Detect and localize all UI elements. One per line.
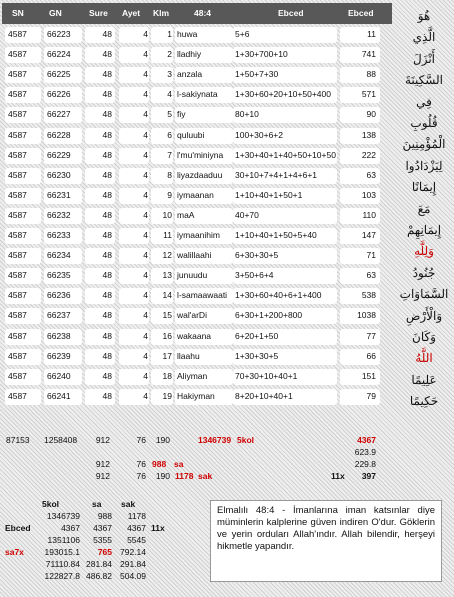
table-row xyxy=(2,26,392,44)
table-cell: 4 xyxy=(143,250,148,261)
table-cell: 14 xyxy=(162,290,172,301)
table-cell: 9 xyxy=(167,189,172,200)
table-cell: 48 xyxy=(102,370,112,381)
table-cell: 30+10+7+4+1+4+6+1 xyxy=(235,169,318,180)
verse-translation-note: Elmalılı 48:4 - İmanlarına iman katsınlar diye müminlerin kalplerine güven indiren O'dur. Göklerin ve yerin orduları Allah'ındır. Allah bilendir, herşeyi hikmetle yapandır. xyxy=(210,500,442,582)
table-cell: 4587 xyxy=(8,390,27,401)
table-cell: 48 xyxy=(102,69,112,80)
table-cell: 4 xyxy=(143,69,148,80)
sa-value: 988 xyxy=(152,459,167,469)
table-cell: 11 xyxy=(367,29,376,39)
table-row xyxy=(2,307,392,325)
table-cell: 6+20+1+50 xyxy=(235,330,279,341)
arabic-word: إِيمَانًا xyxy=(411,180,437,195)
table-cell: 66224 xyxy=(47,49,71,60)
table-cell: 40+70 xyxy=(235,209,259,220)
table-cell: 66237 xyxy=(47,310,71,321)
table-cell: 48 xyxy=(102,49,112,60)
table-cell: 4 xyxy=(143,29,148,39)
table-cell: lladhiy xyxy=(177,49,202,60)
table-cell: 11 xyxy=(163,230,172,240)
table-cell: l-sakiynata xyxy=(177,89,218,100)
bottom-cell: 1346739 xyxy=(46,511,80,521)
sn-sum: 87153 xyxy=(6,435,30,445)
table-cell: 4587 xyxy=(8,189,27,200)
bottom-cell: 5545 xyxy=(127,535,146,545)
bottom-cell: Ebced xyxy=(5,523,31,533)
table-cell: 66225 xyxy=(47,69,71,80)
table-cell: 4587 xyxy=(8,169,27,180)
table-row xyxy=(2,46,392,64)
table-cell: 63 xyxy=(366,169,376,180)
table-cell: 66240 xyxy=(47,370,71,381)
bottom-cell: 988 xyxy=(97,511,112,521)
table-row xyxy=(2,66,392,84)
table-cell: 66238 xyxy=(47,330,71,341)
table-cell: 66232 xyxy=(47,209,71,220)
arabic-word: وَكَانَ xyxy=(412,330,436,344)
table-cell: 4 xyxy=(143,310,148,321)
table-cell: 4 xyxy=(143,270,148,281)
arabic-word: الْمُؤْمِنِينَ xyxy=(402,137,446,152)
table-cell: 147 xyxy=(361,230,376,240)
table-cell: 4 xyxy=(167,89,172,100)
table-cell: 4587 xyxy=(8,270,27,281)
bottom-cell: 71110.84 xyxy=(45,559,80,569)
table-row xyxy=(2,368,392,386)
table-cell: 66234 xyxy=(47,250,71,261)
table-cell: 66236 xyxy=(47,290,71,301)
bottom-header-sa: sa xyxy=(92,499,102,509)
table-cell: 4587 xyxy=(8,129,27,140)
table-cell: 66223 xyxy=(47,29,71,39)
sure-sum: 912 xyxy=(95,435,110,445)
table-cell: 4587 xyxy=(8,149,27,160)
table-cell: 1+30+40+1+40+50+10+50 xyxy=(235,149,336,160)
table-cell: 4 xyxy=(143,189,148,200)
bottom-header-sak: sak xyxy=(121,499,136,509)
table-cell: walillaahi xyxy=(177,250,212,261)
sak-ayet: 76 xyxy=(136,471,146,481)
table-cell: 1 xyxy=(167,29,172,39)
table-cell: 66241 xyxy=(47,390,71,401)
table-cell: 48 xyxy=(102,89,112,100)
table-cell: 4587 xyxy=(8,310,27,321)
table-cell: 4587 xyxy=(8,350,27,361)
table-cell: 4587 xyxy=(8,250,27,261)
table-cell: 66 xyxy=(366,350,376,361)
ebced-div1: 623.9 xyxy=(354,447,376,457)
arabic-word: مَعَ xyxy=(417,201,431,216)
table-cell: 10 xyxy=(162,209,172,220)
table-row xyxy=(2,187,392,205)
table-cell: 1+30+30+5 xyxy=(235,350,279,361)
arabic-word: أَنْزَلَ xyxy=(412,51,435,66)
table-cell: 66228 xyxy=(47,129,71,140)
klm-sum: 190 xyxy=(155,435,170,445)
arabic-word: وَالْأَرْضِ xyxy=(405,308,443,323)
table-cell: 151 xyxy=(361,370,376,381)
table-cell: 571 xyxy=(361,89,376,100)
table-row xyxy=(2,86,392,104)
table-cell: 1+30+60+20+10+50+400 xyxy=(235,89,331,100)
table-cell: 66230 xyxy=(47,169,71,180)
table-cell: 4 xyxy=(143,290,148,301)
table-cell: 4 xyxy=(143,129,148,140)
table-cell: liyazdaaduu xyxy=(177,169,223,180)
table-cell: 4 xyxy=(143,49,148,60)
gn-sum: 1258408 xyxy=(44,435,78,445)
bottom-cell: 486.82 xyxy=(86,571,112,581)
table-cell: 4587 xyxy=(8,49,27,60)
table-cell: 1+50+7+30 xyxy=(235,69,279,80)
table-cell: 71 xyxy=(366,250,376,261)
table-row xyxy=(2,167,392,185)
table-cell: 4 xyxy=(143,350,148,361)
table-cell: iymaanan xyxy=(177,189,214,200)
arabic-word: السَّكِينَةَ xyxy=(405,73,443,88)
table-cell: Aliyman xyxy=(177,370,208,381)
table-cell: 3 xyxy=(167,69,172,80)
bottom-header-kol: 5kol xyxy=(42,499,60,509)
table-cell: 4587 xyxy=(8,230,27,240)
table-cell: 48 xyxy=(102,390,112,401)
table-cell: 48 xyxy=(102,169,112,180)
table-cell: anzala xyxy=(177,69,203,80)
table-cell: 4 xyxy=(143,209,148,220)
header-ayet: Ayet xyxy=(122,8,141,18)
arabic-word: الَّذِي xyxy=(412,30,436,45)
arabic-word: عَلِيمًا xyxy=(411,372,437,387)
table-cell: maA xyxy=(177,209,195,220)
table-row xyxy=(2,147,392,165)
sak-value: 1178 xyxy=(175,471,194,481)
table-cell: wal'arDi xyxy=(177,310,207,321)
table-cell: Hakiyman xyxy=(177,390,215,401)
table-row xyxy=(2,348,392,366)
table-cell: 4 xyxy=(143,230,148,240)
table-cell: 4587 xyxy=(8,69,27,80)
bottom-cell: 193015.1 xyxy=(44,547,80,557)
table-row xyxy=(2,227,392,245)
table-cell: 63 xyxy=(366,270,376,281)
table-cell: 1+10+40+1+50+1 xyxy=(235,189,303,200)
bottom-cell: 122827.8 xyxy=(44,571,80,581)
arabic-word: جُنُودُ xyxy=(412,265,436,280)
table-cell: 48 xyxy=(102,330,112,341)
table-cell: 48 xyxy=(102,209,112,220)
table-cell: huwa xyxy=(177,29,198,39)
table-cell: 48 xyxy=(102,250,112,261)
sa-label: sa xyxy=(174,459,184,469)
table-cell: iymaanihim xyxy=(177,230,220,240)
table-cell: fiy xyxy=(177,109,186,120)
table-cell: 138 xyxy=(361,129,376,140)
bottom-cell: 504.09 xyxy=(120,571,146,581)
table-cell: 4587 xyxy=(8,89,27,100)
ebced-sum: 4367 xyxy=(357,435,376,445)
ebced-div2: 229.8 xyxy=(354,459,376,469)
table-cell: 8 xyxy=(167,169,172,180)
table-cell: 4 xyxy=(143,169,148,180)
bottom-cell: 765 xyxy=(97,547,112,557)
table-cell: 19 xyxy=(162,390,172,401)
table-cell: 4 xyxy=(143,390,148,401)
table-cell: l-samaawaati xyxy=(177,290,228,301)
table-cell: quluubi xyxy=(177,129,205,140)
table-row xyxy=(2,106,392,124)
table-cell: 110 xyxy=(362,209,376,220)
table-cell: 6+30+30+5 xyxy=(235,250,279,261)
bottom-cell: 4367 xyxy=(93,523,112,533)
table-header xyxy=(2,3,392,24)
table-cell: 90 xyxy=(366,109,376,120)
sak-klm: 190 xyxy=(155,471,170,481)
arabic-word: حَكِيمًا xyxy=(409,394,439,409)
arabic-word: هُوَ xyxy=(417,9,431,23)
table-cell: 88 xyxy=(366,69,376,80)
table-cell: 4587 xyxy=(8,29,27,39)
table-cell: 1+30+700+10 xyxy=(235,49,288,60)
ayet-sum: 76 xyxy=(136,435,146,445)
bottom-cell: 291.84 xyxy=(120,559,146,569)
table-cell: 6 xyxy=(167,129,172,140)
table-cell: 48 xyxy=(102,129,112,140)
table-cell: 48 xyxy=(102,109,112,120)
x-value: 397 xyxy=(361,471,376,481)
table-cell: l'mu'miniyna xyxy=(177,149,224,160)
table-cell: 17 xyxy=(162,350,172,361)
arabic-word: اللَّهُ xyxy=(415,351,433,366)
arabic-verse-column xyxy=(396,3,452,423)
table-row xyxy=(2,267,392,285)
table-cell: 741 xyxy=(361,49,376,60)
table-cell: 4 xyxy=(143,330,148,341)
header-verse: 48:4 xyxy=(194,8,212,18)
bottom-cell: 11x xyxy=(151,523,165,533)
table-cell: 103 xyxy=(361,189,376,200)
table-cell: 5 xyxy=(167,109,172,120)
table-cell: 1+30+60+40+6+1+400 xyxy=(235,290,322,301)
table-cell: 66233 xyxy=(47,230,71,240)
arabic-word: لِيَزْدَادُوا xyxy=(405,158,443,173)
arabic-word: إِيمَانِهِمْ xyxy=(406,223,442,237)
table-cell: 222 xyxy=(361,149,376,160)
table-row xyxy=(2,247,392,265)
table-cell: 12 xyxy=(162,250,172,261)
table-cell: 4 xyxy=(143,89,148,100)
table-cell: 100+30+6+2 xyxy=(235,129,283,140)
table-cell: 6+30+1+200+800 xyxy=(235,310,303,321)
table-cell: 538 xyxy=(361,290,376,301)
table-row xyxy=(2,127,392,145)
table-cell: junuudu xyxy=(177,270,208,281)
table-cell: 4 xyxy=(143,370,148,381)
table-cell: 48 xyxy=(102,290,112,301)
table-cell: 4587 xyxy=(8,209,27,220)
table-cell: 1038 xyxy=(357,310,376,321)
table-cell: 15 xyxy=(162,310,172,321)
header-ebced-value: Ebced xyxy=(348,8,374,18)
table-cell: 4587 xyxy=(8,330,27,341)
bottom-cell: 5355 xyxy=(93,535,112,545)
table-cell: 66227 xyxy=(47,109,71,120)
table-cell: 4 xyxy=(143,149,148,160)
table-cell: 1+10+40+1+50+5+40 xyxy=(235,230,317,240)
table-cell: 48 xyxy=(102,29,112,39)
table-cell: 48 xyxy=(102,189,112,200)
bottom-cell: 4367 xyxy=(61,523,80,533)
table-cell: 66226 xyxy=(47,89,71,100)
header-sn: SN xyxy=(12,8,24,18)
table-row xyxy=(2,328,392,346)
sak-sure: 912 xyxy=(95,471,110,481)
header-klm: Klm xyxy=(153,8,170,18)
x-label: 11x xyxy=(331,471,345,481)
arabic-word: قُلُوبِ xyxy=(410,116,438,130)
table-row xyxy=(2,207,392,225)
sak-label: sak xyxy=(198,471,213,481)
bottom-cell: sa7x xyxy=(5,547,24,557)
table-row xyxy=(2,388,392,406)
table-cell: 48 xyxy=(102,149,112,160)
header-sure: Sure xyxy=(89,8,108,18)
table-cell: 18 xyxy=(162,370,172,381)
table-cell: 16 xyxy=(162,330,172,341)
table-cell: 4587 xyxy=(8,109,27,120)
table-cell: 7 xyxy=(167,149,172,160)
table-cell: 4 xyxy=(143,109,148,120)
kol-value: 1346739 xyxy=(198,435,232,445)
table-cell: 48 xyxy=(102,230,112,240)
table-cell: 2 xyxy=(167,49,172,60)
header-ebced-calc: Ebced xyxy=(278,8,304,18)
arabic-word: وَلِلَّهِ xyxy=(414,244,434,259)
table-cell: 66239 xyxy=(47,350,71,361)
kol-label: 5kol xyxy=(237,435,255,445)
sa-ayet: 76 xyxy=(136,459,146,469)
table-cell: 48 xyxy=(102,350,112,361)
table-cell: 66235 xyxy=(47,270,71,281)
bottom-cell: 1178 xyxy=(127,511,146,521)
table-cell: 4587 xyxy=(8,290,27,301)
table-cell: 77 xyxy=(366,330,376,341)
table-cell: 3+50+6+4 xyxy=(235,270,274,281)
table-row xyxy=(2,287,392,305)
arabic-word: السَّمَاوَاتِ xyxy=(399,287,449,302)
table-cell: 66229 xyxy=(47,149,71,160)
table-cell: 4587 xyxy=(8,370,27,381)
table-cell: 70+30+10+40+1 xyxy=(235,370,298,381)
bottom-cell: 281.84 xyxy=(86,559,112,569)
table-cell: 66231 xyxy=(47,189,71,200)
arabic-word: فِي xyxy=(416,94,432,109)
table-cell: 13 xyxy=(162,270,172,281)
sa-sure: 912 xyxy=(95,459,110,469)
table-cell: 8+20+10+40+1 xyxy=(235,390,293,401)
table-cell: 48 xyxy=(102,310,112,321)
bottom-cell: 1351106 xyxy=(47,535,80,545)
table-cell: 5+6 xyxy=(235,29,250,39)
table-cell: 80+10 xyxy=(235,109,259,120)
table-cell: 79 xyxy=(366,390,376,401)
header-gn: GN xyxy=(49,8,62,18)
table-cell: llaahu xyxy=(177,350,200,361)
table-cell: wakaana xyxy=(177,330,212,341)
bottom-cell: 792.14 xyxy=(120,547,146,557)
table-cell: 48 xyxy=(102,270,112,281)
bottom-cell: 4367 xyxy=(127,523,146,533)
